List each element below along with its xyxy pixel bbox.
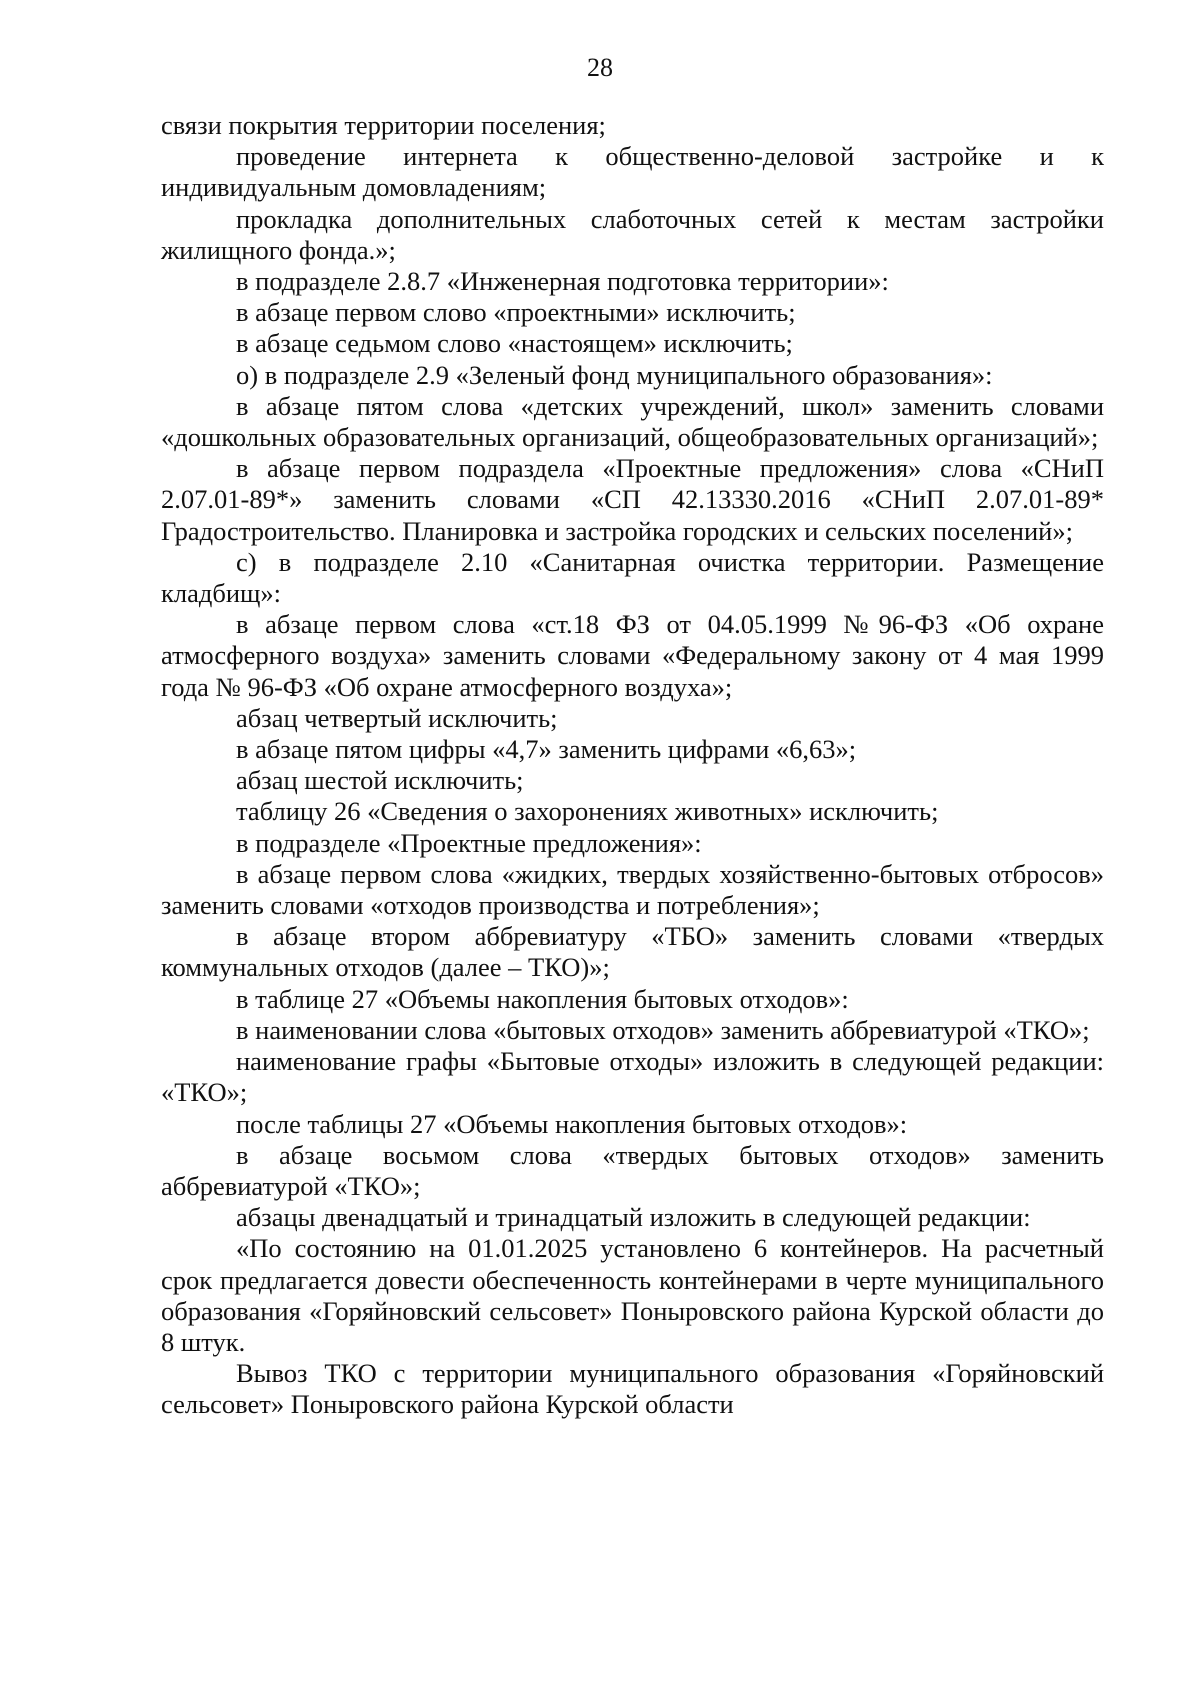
paragraph: прокладка дополнительных слаботочных сетей к местам застройки жилищного фонда.»; <box>161 203 1104 265</box>
page-number: 28 <box>587 53 613 82</box>
paragraph: абзац четвертый исключить; <box>236 702 558 733</box>
paragraph: «По состоянию на 01.01.2025 установлено 6 контейнеров. На расчетный срок предлагается довести обеспеченность контейнерами в черте муниципального образования «Горяйновский сельсовет» Поныровского района Курской области до 8 штук. <box>161 1233 1104 1357</box>
paragraph: после таблицы 27 «Объемы накопления бытовых отходов»: <box>236 1108 908 1139</box>
paragraph: связи покрытия территории поселения; <box>161 110 606 140</box>
paragraph: в таблице 27 «Объемы накопления бытовых отходов»: <box>236 983 849 1014</box>
paragraph: о) в подразделе 2.9 «Зеленый фонд муниципального образования»: <box>236 359 993 390</box>
paragraph: в абзаце пятом слова «детских учреждений, школ» заменить словами «дошкольных образовательных организаций, общеобразовательных организаций»; <box>161 390 1104 453</box>
paragraph: Вывоз ТКО с территории муниципального образования «Горяйновский сельсовет» Поныровского района Курской области <box>161 1358 1104 1420</box>
paragraph: наименование графы «Бытовые отходы» изложить в следующей редакции: «ТКО»; <box>161 1046 1104 1108</box>
paragraph: в абзаце первом слова «жидких, твердых хозяйственно-бытовых отбросов» заменить словами «отходов производства и потребления»; <box>161 858 1104 921</box>
paragraph: в наименовании слова «бытовых отходов» заменить аббревиатурой «ТКО»; <box>236 1014 1090 1045</box>
paragraph: в абзаце первом слова «ст.18 ФЗ от 04.05.1999 №96-ФЗ «Об охране атмосферного воздуха» заменить словами «Федеральному закону от 4 мая 1999 года № 96-ФЗ «Об охране атмосферного воздуха»; <box>161 609 1104 702</box>
paragraph: в подразделе 2.8.7 «Инженерная подготовка территории»: <box>236 266 889 297</box>
paragraph: абзац шестой исключить; <box>236 765 524 796</box>
paragraph: в абзаце втором аббревиатуру «ТБО» заменить словами «твердых коммунальных отходов (далее – ТКО)»; <box>161 921 1104 983</box>
document-body <box>161 110 1104 1421</box>
paragraph: в абзаце седьмом слово «настоящем» исключить; <box>236 328 793 359</box>
paragraph: в абзаце первом подраздела «Проектные предложения» слова «СНиП 2.07.01-89*» заменить словами «СП 42.13330.2016 «СНиП 2.07.01-89* Градостроительство. Планировка и застройка городских и сельских поселений»; <box>161 453 1104 546</box>
paragraph: абзацы двенадцатый и тринадцатый изложить в следующей редакции: <box>236 1202 1031 1233</box>
paragraph: в подразделе «Проектные предложения»: <box>236 827 702 858</box>
paragraph: в абзаце восьмом слова «твердых бытовых отходов» заменить аббревиатурой «ТКО»; <box>161 1139 1104 1201</box>
paragraph: в абзаце первом слово «проектными» исключить; <box>236 297 796 328</box>
paragraph: таблицу 26 «Сведения о захоронениях животных» исключить; <box>236 796 939 827</box>
paragraph: проведение интернета к общественно-деловой застройке и к индивидуальным домовладениям; <box>161 141 1104 203</box>
paragraph: в абзаце пятом цифры «4,7» заменить цифрами «6,63»; <box>236 734 857 765</box>
paragraph: с) в подразделе 2.10 «Санитарная очистка территории. Размещение кладбищ»: <box>161 546 1104 609</box>
